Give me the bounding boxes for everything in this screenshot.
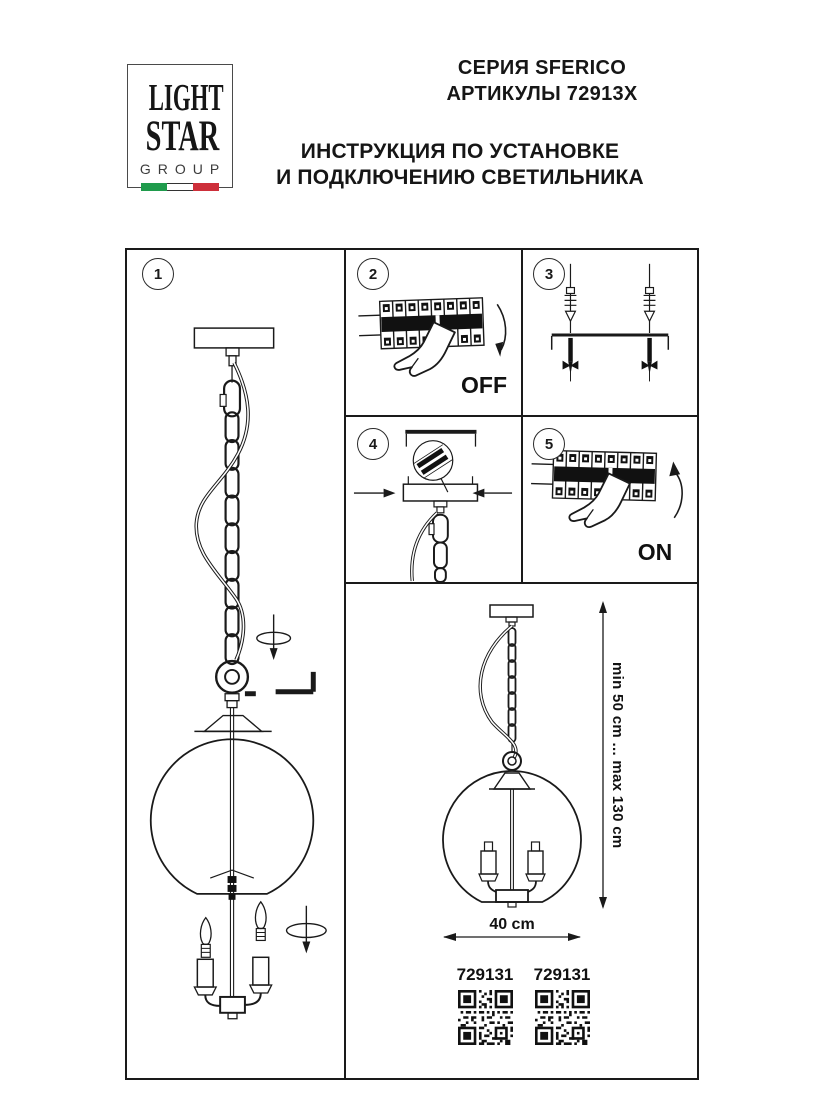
glass-sphere [443, 771, 581, 902]
power-on-label: ON [637, 539, 673, 565]
step-1-panel [127, 250, 346, 1078]
qr-code-2 [535, 990, 590, 1045]
left-candle-socket [479, 842, 498, 892]
series-name: СЕРИЯ SFERICO [457, 57, 627, 79]
instruction-title [252, 139, 668, 191]
step-4-badge: 4 [357, 428, 389, 460]
turn-off-arrow-icon [495, 304, 505, 356]
flag-green-stripe [141, 183, 167, 191]
anchor-screw-icon [563, 264, 579, 382]
flag-white-stripe [167, 183, 193, 191]
step-5-panel [523, 417, 697, 584]
step-1-badge: 1 [142, 258, 174, 290]
step-4-panel [346, 417, 523, 584]
instruction-title-line2: И ПОДКЛЮЧЕНИЮ СВЕТИЛЬНИКА [276, 166, 644, 189]
width-dimension-label: 40 cm [489, 916, 535, 933]
chain [220, 381, 240, 664]
step-5-badge: 5 [533, 428, 565, 460]
flag-red-stripe [193, 183, 219, 191]
rotation-arrow-icon [257, 614, 291, 660]
series-header [382, 55, 702, 107]
left-candle [194, 918, 220, 1006]
steps-grid [125, 248, 699, 1080]
circuit-breaker-icon [358, 298, 484, 350]
logo-word-light: LIGHT [148, 77, 224, 119]
qr-code-1 [458, 990, 513, 1045]
height-dimension-label: min 50 cm ... max 130 cm [609, 661, 626, 849]
logo-word-star: STAR [145, 113, 220, 160]
step-3-panel [523, 250, 697, 417]
power-off-label: OFF [461, 372, 507, 398]
article-code-1: 729131 [456, 965, 514, 984]
right-candle-with-bulb [245, 902, 272, 1005]
right-candle-socket [526, 842, 545, 892]
step-2-panel [346, 250, 523, 417]
chain [509, 628, 516, 742]
article-numbers: АРТИКУЛЫ 72913X [446, 83, 638, 105]
anchor-screw-icon [642, 264, 658, 382]
push-arrows-icon [354, 489, 512, 498]
instruction-title-line1: ИНСТРУКЦИЯ ПО УСТАНОВКЕ [300, 140, 620, 163]
width-dimension-line [443, 933, 581, 941]
hook-bracket-icon [245, 672, 313, 694]
logo-word-group: GROUP [139, 161, 227, 177]
italian-flag-icon [141, 183, 219, 191]
step-3-badge: 3 [533, 258, 565, 290]
step-2-badge: 2 [357, 258, 389, 290]
step-1-illustration [127, 250, 344, 1078]
assembled-lamp-illustration [346, 584, 697, 1078]
article-code-2: 729131 [533, 965, 591, 984]
turn-on-arrow-icon [669, 461, 682, 517]
result-panel [346, 584, 697, 1078]
bulb-rotation-arrow-icon [287, 906, 327, 954]
lightstar-logo [127, 64, 233, 188]
height-dimension-line [599, 601, 607, 909]
